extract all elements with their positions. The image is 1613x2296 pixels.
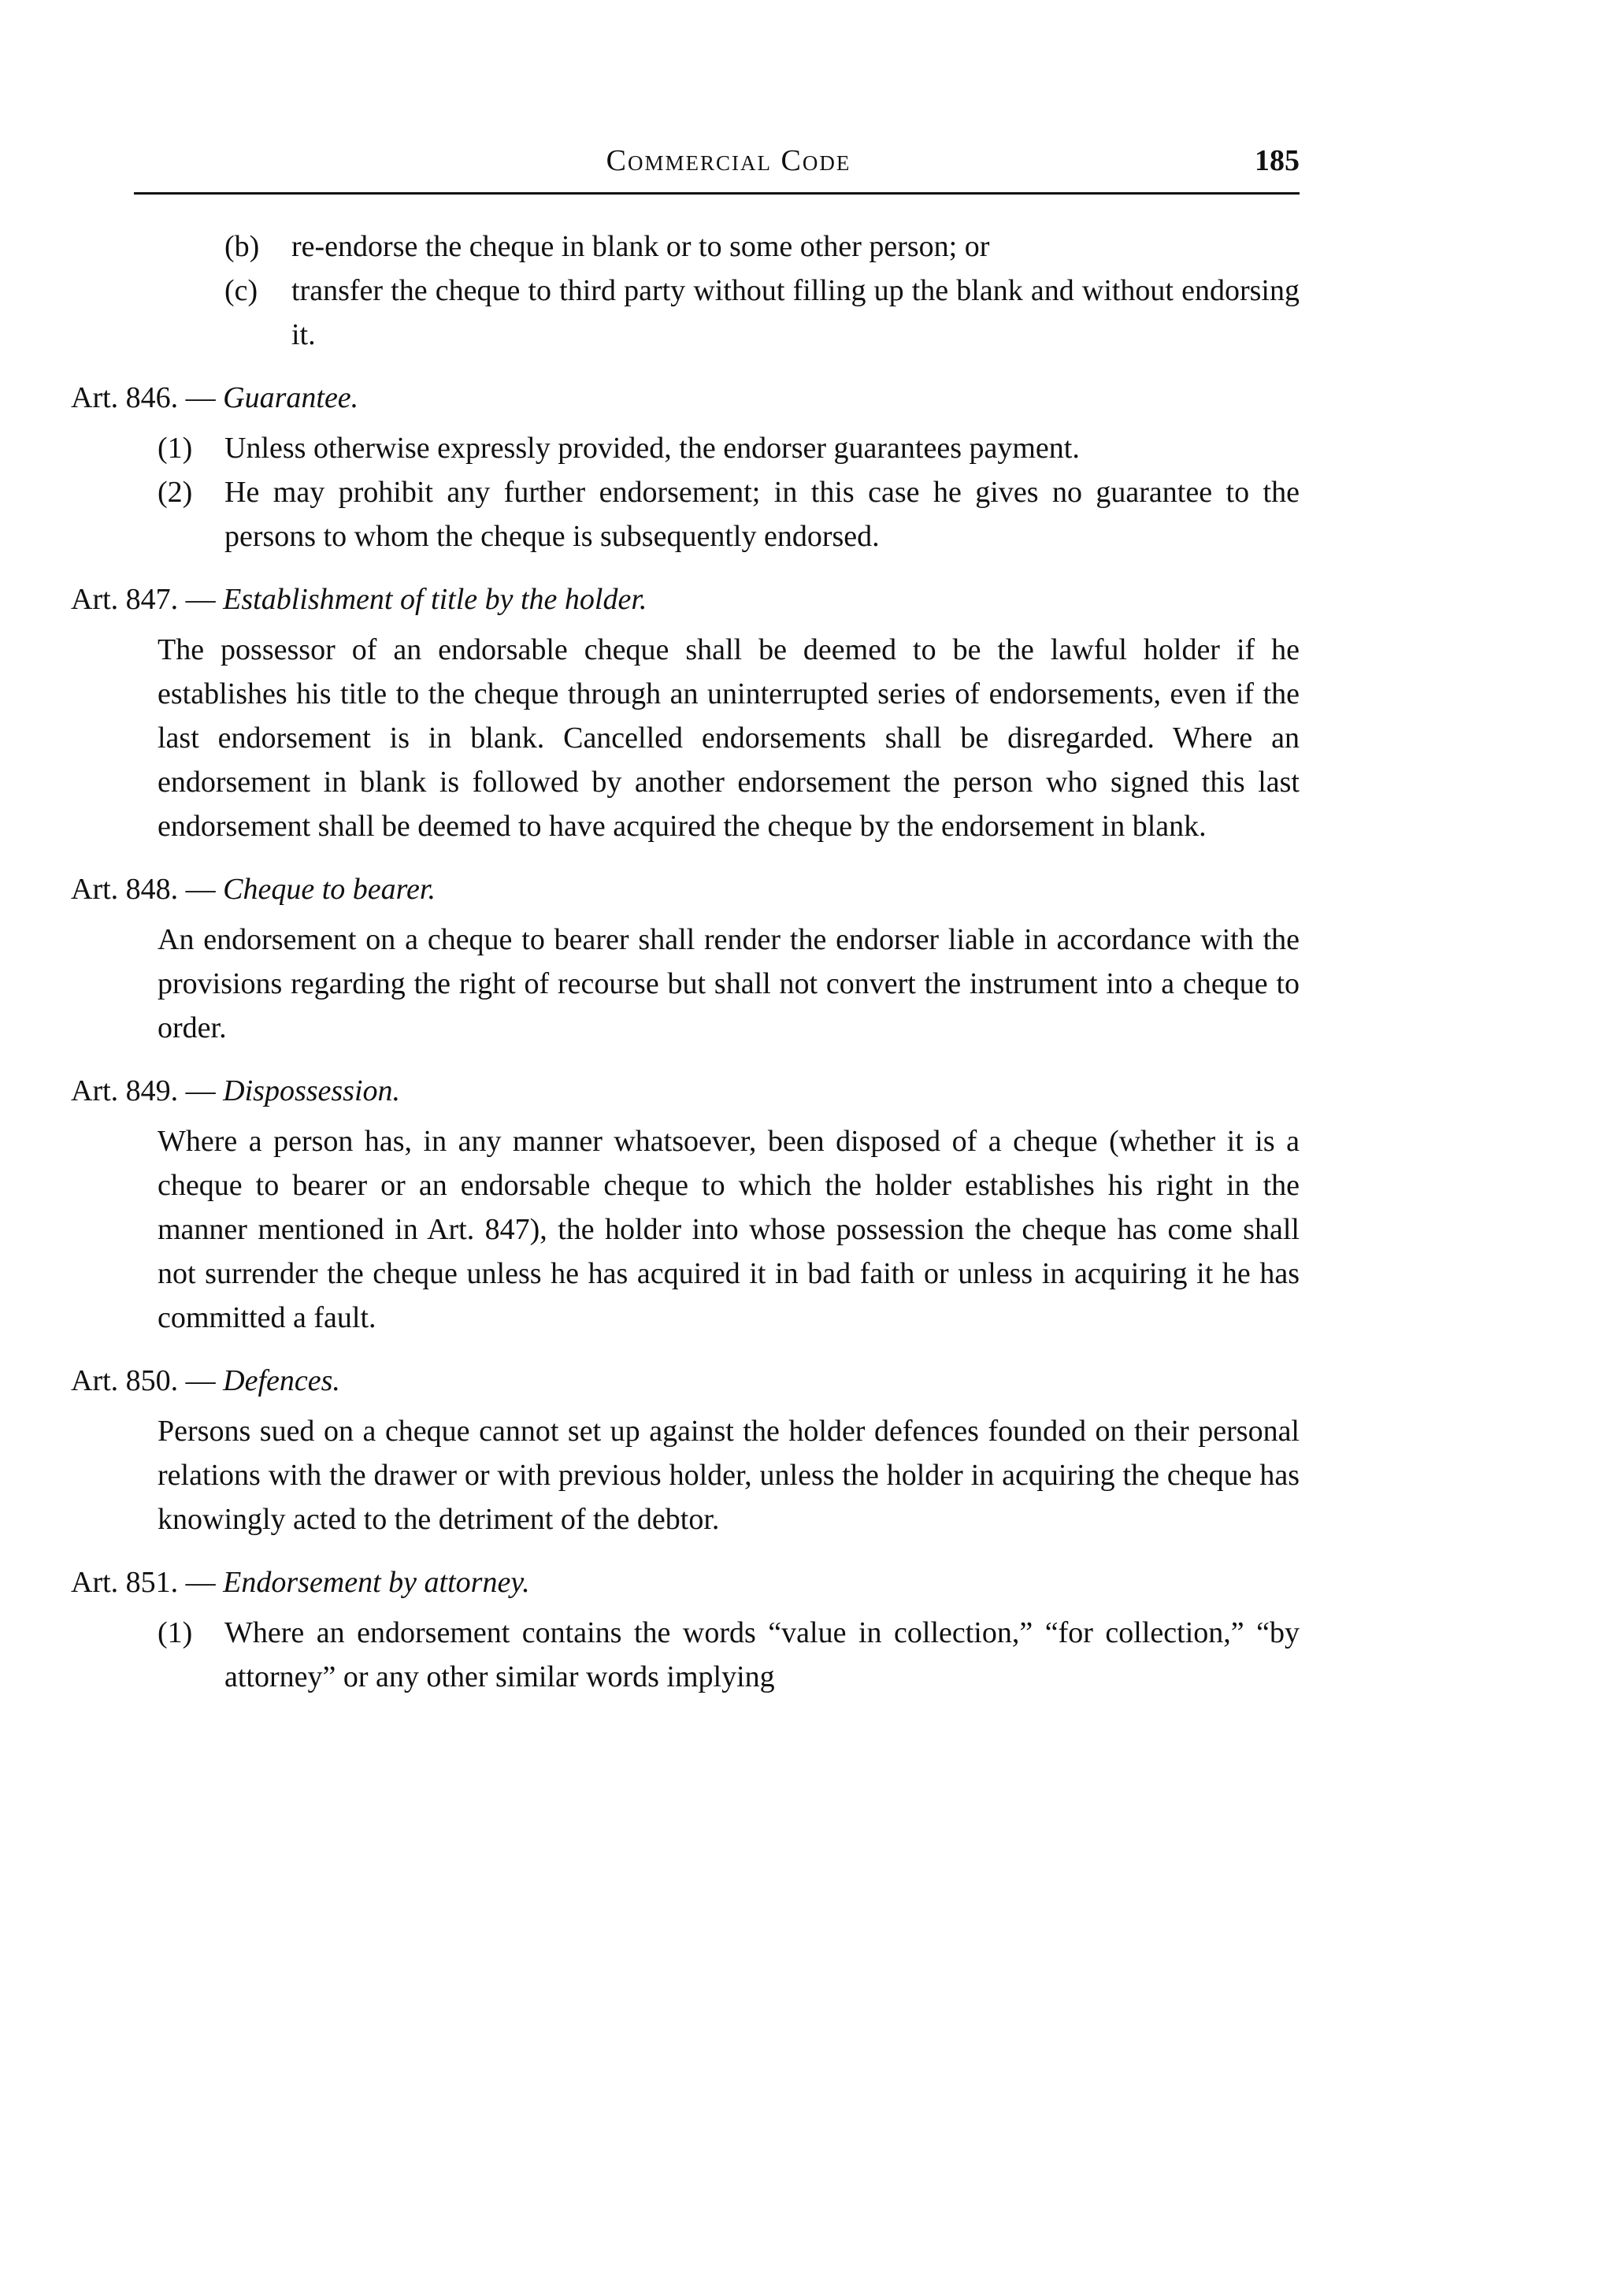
- article-title: Defences.: [223, 1364, 340, 1397]
- item-text: re-endorse the cheque in blank or to some other person; or: [291, 230, 990, 263]
- article-heading: [71, 1359, 1300, 1403]
- header-rule: [134, 192, 1300, 195]
- article-851: [71, 1560, 1300, 1699]
- article-dash: —: [185, 1566, 216, 1599]
- article-heading: [71, 577, 1300, 621]
- article-dash: —: [185, 381, 216, 414]
- list-item: [158, 224, 1300, 269]
- item-label: (c): [224, 274, 258, 307]
- article-title: Cheque to bearer.: [223, 873, 436, 906]
- article-body: Persons sued on a cheque cannot set up against the holder defences founded on their personal relations with the drawer or with previous holder, unless the holder in acquiring the cheque has knowingly acted to the detriment of the debtor.: [158, 1415, 1300, 1536]
- item-label: (1): [158, 1616, 193, 1649]
- intro-items: [158, 224, 1300, 357]
- running-title: Commercial Code: [606, 144, 851, 177]
- list-item: [158, 470, 1300, 558]
- article-dash: —: [185, 1074, 216, 1107]
- article-title: Dispossession.: [223, 1074, 401, 1107]
- item-text: Where an endorsement contains the words “value in collection,” “for collection,” “by attorney” or any other similar words implying: [224, 1616, 1300, 1693]
- list-item: [158, 426, 1300, 470]
- article-heading: [71, 376, 1300, 420]
- article-number: Art. 849.: [71, 1074, 179, 1107]
- page-number: 185: [1255, 144, 1300, 177]
- article-number: Art. 846.: [71, 381, 179, 414]
- list-item: [158, 1611, 1300, 1699]
- list-item: [158, 269, 1300, 357]
- item-label: (2): [158, 476, 193, 509]
- article-title: Establishment of title by the holder.: [223, 583, 647, 616]
- item-label: (1): [158, 432, 193, 465]
- article-body: Where a person has, in any manner whatsoever, been disposed of a cheque (whether it is a cheque to bearer or an endorsable cheque to which the holder establishes his right in the manner mentioned in Art. 847), the holder into whose possession the cheque has come shall not surrender the cheque unless he has acquired it in bad faith or unless in acquiring it he has committed a fault.: [158, 1125, 1300, 1334]
- item-text: He may prohibit any further endorsement; in this case he gives no guarantee to the persons to whom the cheque is subsequently endorsed.: [224, 476, 1300, 553]
- item-text: transfer the cheque to third party without filling up the blank and without endorsing it.: [291, 274, 1300, 351]
- article-number: Art. 851.: [71, 1566, 179, 1599]
- article-title: Endorsement by attorney.: [223, 1566, 530, 1599]
- article-849: [71, 1069, 1300, 1340]
- article-number: Art. 848.: [71, 873, 179, 906]
- article-heading: [71, 1069, 1300, 1113]
- running-head: [158, 140, 1300, 187]
- article-847: [71, 577, 1300, 848]
- article-body: The possessor of an endorsable cheque shall be deemed to be the lawful holder if he establishes his title to the cheque through an uninterrupted series of endorsements, even if the last endorsement is in blank. Cancelled endorsements shall be disregarded. Where an endorsement in blank is followed by another endorsement the person who signed this last endorsement shall be deemed to have acquired the cheque by the endorsement in blank.: [158, 633, 1300, 843]
- article-846: [71, 376, 1300, 558]
- article-dash: —: [185, 583, 216, 616]
- item-label: (b): [224, 230, 260, 263]
- article-heading: [71, 867, 1300, 911]
- article-body: An endorsement on a cheque to bearer shall render the endorser liable in accordance with the provisions regarding the right of recourse but shall not convert the instrument into a cheque to order.: [158, 923, 1300, 1044]
- article-heading: [71, 1560, 1300, 1604]
- article-number: Art. 850.: [71, 1364, 179, 1397]
- item-text: Unless otherwise expressly provided, the endorser guarantees payment.: [224, 432, 1080, 465]
- article-dash: —: [185, 1364, 216, 1397]
- article-dash: —: [185, 873, 216, 906]
- article-number: Art. 847.: [71, 583, 179, 616]
- article-850: [71, 1359, 1300, 1541]
- page-content: [71, 224, 1300, 1710]
- article-title: Guarantee.: [223, 381, 359, 414]
- article-848: [71, 867, 1300, 1050]
